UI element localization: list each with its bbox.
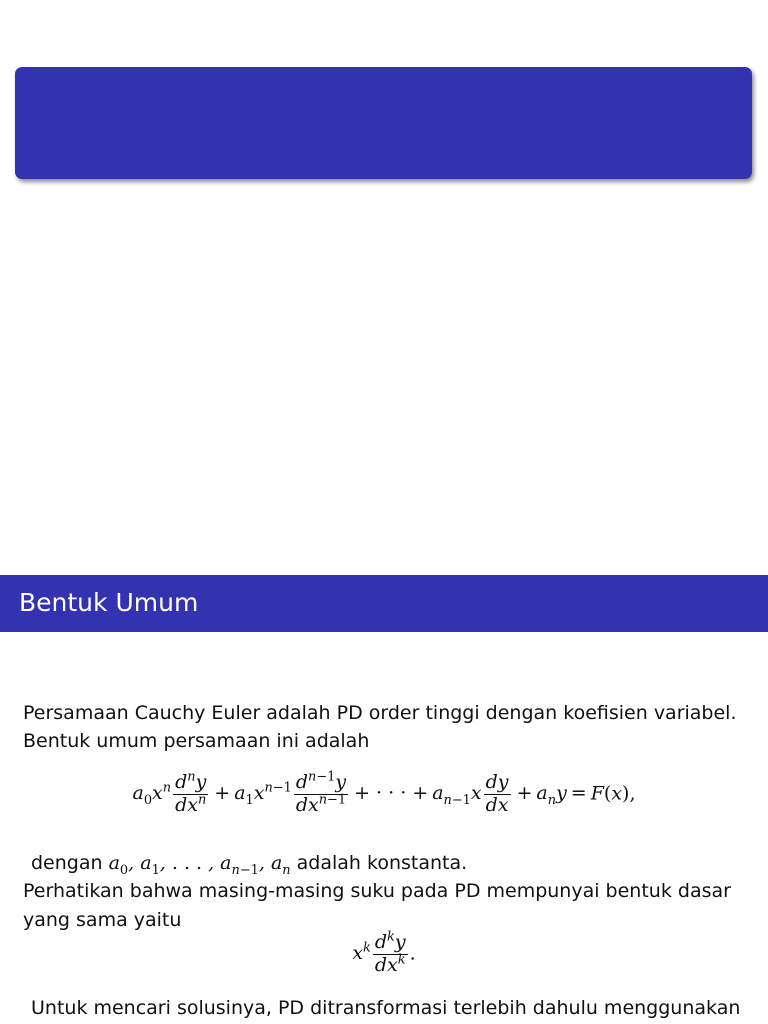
line3-suffix: adalah konstanta. (296, 852, 468, 874)
paragraph-line-5: yang sama yaitu (23, 909, 182, 931)
title-block (15, 67, 752, 179)
paragraph-line-4: Perhatikan bahwa masing-masing suku pada PD mempunyai bentuk dasar (23, 880, 731, 902)
cauchy-euler-equation: $a_0x^n$ $\frac{d^ny}{dx^n}$ + $a_1x^{n-1}$ $\frac{d^{n-1}y}{dx^{n-1}}$ + · · · + $a_{n-1}x$ $\frac{dy}{dx}$ + $a_ny = F(x)$, (132, 769, 636, 816)
paragraph-line-2: Bentuk umum persamaan ini adalah (23, 730, 370, 752)
frame-title-bar (0, 575, 768, 632)
basic-form-equation: $x^k$ $\frac{d^ky}{dx^k}$ . (352, 929, 416, 976)
frame-title: Bentuk Umum (19, 588, 199, 617)
paragraph-line-6: Untuk mencari solusinya, PD ditransformasi terlebih dahulu menggunakan (31, 997, 741, 1019)
paragraph-line-1: Persamaan Cauchy Euler adalah PD order tinggi dengan koefisien variabel. (23, 702, 737, 724)
line3-prefix: dengan (31, 852, 103, 874)
paragraph-line-3 (31, 852, 468, 878)
line3-symbols: $a_0$, $a_1$, . . . , $a_{n-1}$, $a_n$ (108, 852, 291, 878)
